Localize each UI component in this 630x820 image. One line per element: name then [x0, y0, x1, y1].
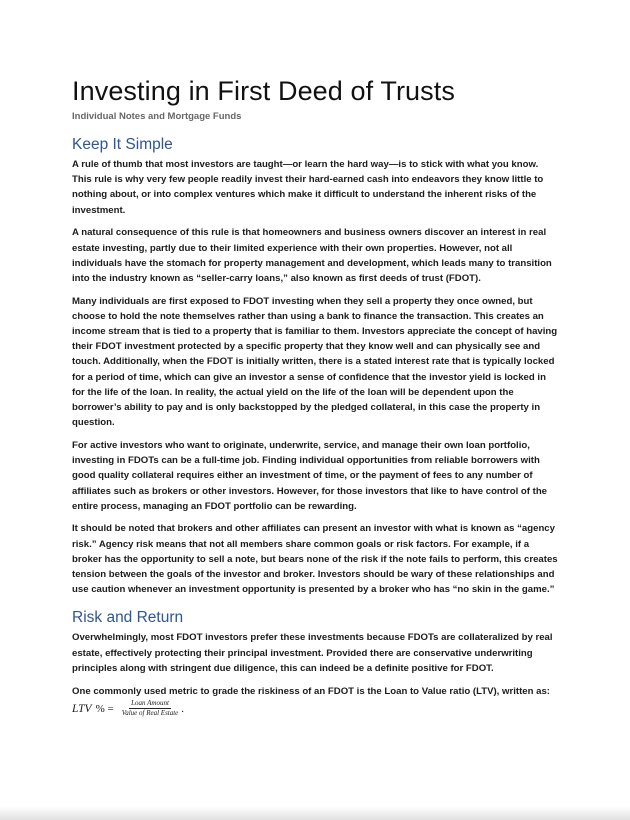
formula-operator: % =	[95, 702, 114, 715]
paragraph: Many individuals are first exposed to FDOT investing when they sell a property they once owned, but choose to hold the note themselves rather than using a bank to finance the transaction. This creates an income stream that is tied to a property that is familiar to them. Investors appreciate the concept of having their FDOT investment protected by a specific property that they know well and can physically see and touch. Additionally, when the FDOT is initially written, there is a stated interest rate that is typically locked for a period of time, which can give an investor a sense of confidence that the investor yield is locked in for the life of the loan. In reality, the actual yield on the life of the loan will be dependent upon the borrower’s ability to pay and is only backstopped by the pledged collateral, in this case the property in question.	[72, 295, 558, 429]
formula-numerator: Loan Amount	[131, 699, 169, 708]
ltv-formula	[72, 700, 558, 717]
paragraph: One commonly used metric to grade the riskiness of an FDOT is the Loan to Value ratio (LTV), written as:	[72, 685, 550, 697]
section-heading: Risk and Return	[72, 609, 184, 627]
paragraph: For active investors who want to originate, underwrite, service, and manage their own loan portfolio, investing in FDOTs can be a full-time job. Finding individual opportunities from reliable borrowers with good quality collateral requires either an investment of time, or the payment of fees to any number of affiliates such as brokers or other investors. However, for those investors that like to have control of the entire process, managing an FDOT portfolio can be rewarding.	[72, 439, 548, 512]
page-bottom-shadow	[0, 806, 630, 820]
formula-end: .	[181, 702, 185, 715]
paragraph: A rule of thumb that most investors are taught—or learn the hard way—is to stick with what you know. This rule is why very few people readily invest their hard-earned cash into endeavors they know little to nothing about, or into complex ventures which make it difficult to understand the inherent risks of the investment.	[72, 159, 544, 216]
document-subtitle: Individual Notes and Mortgage Funds	[72, 111, 242, 122]
formula-denominator: Value of Real Estate	[121, 709, 179, 718]
paragraph: A natural consequence of this rule is that homeowners and business owners discover an interest in real estate investing, partly due to their limited experience with their own properties. However, not all individuals have the stomach for property management and development, which leads many to transition into the industry known as “seller-carry loans,” also known as first deeds of trust (FDOT).	[72, 227, 552, 284]
formula-lhs: LTV	[72, 702, 92, 715]
formula-fraction	[122, 700, 179, 717]
section-heading: Keep It Simple	[72, 136, 173, 153]
paragraph: Overwhelmingly, most FDOT investors prefer these investments because FDOTs are collateralized by real estate, effectively protecting their principal investment. Provided there are conservative underwriting principles along with stringent due diligence, this can indeed be a definite positive for FDOT.	[72, 632, 553, 674]
document-title: Investing in First Deed of Trusts	[72, 76, 455, 106]
section-keep-it-simple	[72, 135, 558, 597]
paragraph: It should be noted that brokers and other affiliates can present an investor with what is known as “agency risk.” Agency risk means that not all members share common goals or risk factors. For example, if a broker has the opportunity to sell a note, but bears none of the risk if the note fails to perform, this creates tension between the goals of the investor and broker. Investors should be wary of these relationships and use caution whenever an investment opportunity is presented by a broker who has “no skin in the game.”	[72, 523, 558, 596]
section-risk-and-return	[72, 608, 558, 698]
